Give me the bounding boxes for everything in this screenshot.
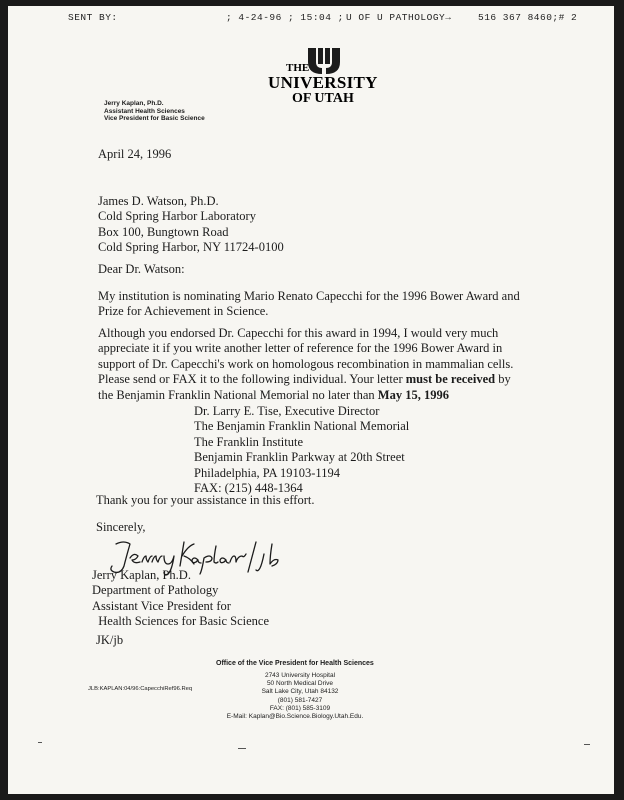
paragraph-line bbox=[98, 388, 513, 403]
address-line: Philadelphia, PA 19103-1194 bbox=[194, 465, 340, 480]
address-line: The Benjamin Franklin National Memorial bbox=[194, 419, 410, 434]
letterhead-the: THE bbox=[286, 62, 310, 74]
fax-datetime: ; 4-24-96 ; 15:04 ; bbox=[226, 12, 344, 23]
sender-name: Jerry Kaplan, Ph.D. bbox=[104, 100, 164, 107]
address-line: Dr. Larry E. Tise, Executive Director bbox=[194, 404, 380, 418]
typist-initials: JK/jb bbox=[96, 633, 124, 647]
deadline-date: May 15, 1996 bbox=[377, 387, 449, 402]
footer-line: 2743 University Hospital bbox=[264, 672, 336, 679]
address-line: FAX: (215) 448-1364 bbox=[194, 481, 303, 496]
paragraph-2 bbox=[98, 326, 513, 403]
signature-line: Department of Pathology bbox=[92, 583, 219, 598]
deadline-emphasis: must be received bbox=[405, 372, 496, 387]
salutation: Dear Dr. Watson: bbox=[98, 262, 185, 276]
paragraph-text: by bbox=[495, 372, 511, 387]
fax-number: 516 367 8460;# 2 bbox=[478, 12, 578, 23]
signature-block bbox=[92, 568, 269, 630]
address-line: The Franklin Institute bbox=[194, 434, 304, 449]
thanks-line: Thank you for your assistance in this effort. bbox=[96, 493, 315, 507]
recipient-line: Cold Spring Harbor, NY 11724-0100 bbox=[98, 240, 284, 255]
university-of-utah-u-icon bbox=[304, 46, 344, 76]
paragraph-line bbox=[98, 372, 513, 387]
sender-title-2: Vice President for Basic Science bbox=[104, 115, 205, 123]
recipient-line: James D. Watson, Ph.D. bbox=[98, 194, 219, 208]
paragraph-line: Although you endorsed Dr. Capecchi for this award in 1994, I would very much bbox=[98, 326, 499, 340]
letter-date: April 24, 1996 bbox=[98, 147, 172, 161]
paragraph-text: the Benjamin Franklin National Memorial no later than bbox=[98, 387, 378, 402]
paragraph-line: Prize for Achievement in Science. bbox=[98, 304, 269, 319]
footer-line: FAX: (801) 585-3109 bbox=[269, 704, 331, 712]
paragraph-line: appreciate it if you write another letter of reference for the 1996 Bower Award in bbox=[98, 341, 503, 356]
fax-sent-by: SENT BY: bbox=[68, 12, 118, 23]
fax-artifact bbox=[584, 744, 590, 745]
sender-block bbox=[104, 100, 205, 123]
fax-artifact bbox=[38, 742, 42, 743]
paragraph-text: Please send or FAX it to the following individual. Your letter bbox=[98, 372, 406, 387]
letterhead-of-utah: OF UTAH bbox=[292, 91, 354, 106]
fax-sender-station: U OF U PATHOLOGY→ bbox=[346, 12, 452, 23]
sender-title-1: Assistant Health Sciences bbox=[104, 107, 185, 115]
forwarding-address bbox=[194, 404, 409, 496]
footer-address bbox=[226, 672, 370, 721]
signature-line: Jerry Kaplan, Ph.D. bbox=[92, 568, 191, 582]
footer-line: (801) 581-7427 bbox=[277, 696, 323, 704]
footer-line: Salt Lake City, Utah 84132 bbox=[261, 688, 339, 696]
fax-artifact bbox=[238, 748, 246, 749]
signature-line: Assistant Vice President for bbox=[92, 598, 231, 613]
signature-line: Health Sciences for Basic Science bbox=[92, 614, 270, 629]
closing: Sincerely, bbox=[96, 520, 146, 534]
recipient-address bbox=[98, 194, 284, 256]
footer-line: E-Mail: Kaplan@Bio.Science.Biology.Utah.Edu. bbox=[226, 713, 364, 721]
address-line: Benjamin Franklin Parkway at 20th Street bbox=[194, 450, 405, 465]
letterhead-university: UNIVERSITY bbox=[268, 73, 378, 92]
footer-office: Office of the Vice President for Health Sciences bbox=[216, 660, 374, 667]
paragraph-1 bbox=[98, 289, 520, 320]
paragraph-line: support of Dr. Capecchi's work on homologous recombination in mammalian cells. bbox=[98, 356, 514, 371]
footer-line: 50 North Medical Drive bbox=[266, 680, 334, 688]
document-reference-code: JLB:KAPLAN:04/96:CapecchiRef96.Req bbox=[88, 686, 193, 692]
paragraph-line: My institution is nominating Mario Renato Capecchi for the 1996 Bower Award and bbox=[98, 289, 520, 303]
recipient-line: Cold Spring Harbor Laboratory bbox=[98, 209, 256, 224]
recipient-line: Box 100, Bungtown Road bbox=[98, 224, 229, 239]
